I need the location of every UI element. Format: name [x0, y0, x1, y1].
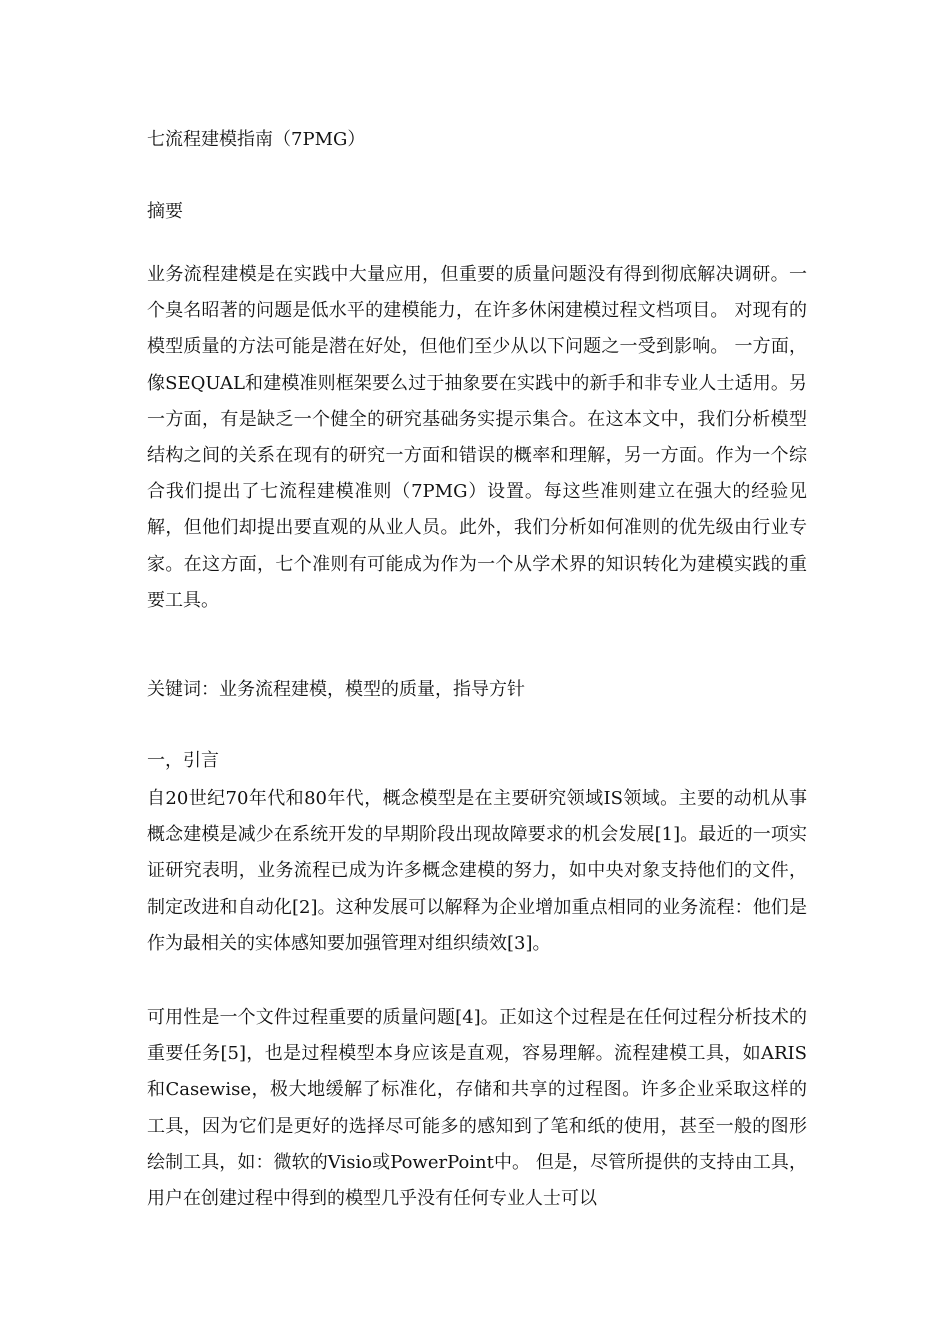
keywords-line: 关键词：业务流程建模，模型的质量，指导方针 [147, 679, 525, 700]
abstract-paragraph: 业务流程建模是在实践中大量应用，但重要的质量问题没有得到彻底解决调研。一个臭名昭著的问题是低水平的建模能力，在许多休闲建模过程文档项目。 对现有的模型质量的方法可能是潜在好处，但他们至少从以下问题之一受到影响。 一方面，像SEQUAL和建模准则框架要么过于抽象要在实践中的新手和非专业人士适用。另一方面，有是缺乏一个健全的研究基础务实提示集合。在这本文中，我们分析模型结构之间的关系在现有的研究一方面和错误的概率和理解，另一方面。作为一个综合我们提出了七流程建模准则（7PMG）设置。每这些准则建立在强大的经验见解，但他们却提出要直观的从业人员。此外，我们分析如何准则的优先级由行业专家。在这方面，七个准则有可能成为作为一个从学术界的知识转化为建模实践的重要工具。 [147, 264, 807, 611]
abstract-section [147, 257, 807, 619]
introduction-paragraph-2: 可用性是一个文件过程重要的质量问题[4]。正如这个过程是在任何过程分析技术的重要任务[5]，也是过程模型本身应该是直观，容易理解。流程建模工具，如ARIS和Casewise，极大地缓解了标准化，存储和共享的过程图。许多企业采取这样的工具，因为它们是更好的选择尽可能多的感知到了笔和纸的使用，甚至一般的图形绘制工具，如：微软的Visio或PowerPoint中。 但是，尽管所提供的支持由工具，用户在创建过程中得到的模型几乎没有任何专业人士可以 [147, 1007, 807, 1210]
abstract-heading: 摘要 [147, 201, 183, 222]
introduction-paragraph-2-block [147, 1000, 807, 1217]
document-title: 七流程建模指南（7PMG） [147, 129, 366, 150]
section-heading-introduction: 一，引言 [147, 750, 219, 771]
introduction-paragraph-1-block [147, 781, 807, 962]
introduction-paragraph-1: 自20世纪70年代和80年代，概念模型是在主要研究领域IS领域。主要的动机从事概念建模是减少在系统开发的早期阶段出现故障要求的机会发展[1]。最近的一项实证研究表明，业务流程已成为许多概念建模的努力，如中央对象支持他们的文件，制定改进和自动化[2]。这种发展可以解释为企业增加重点相同的业务流程：他们是作为最相关的实体感知要加强管理对组织绩效[3]。 [147, 788, 807, 954]
